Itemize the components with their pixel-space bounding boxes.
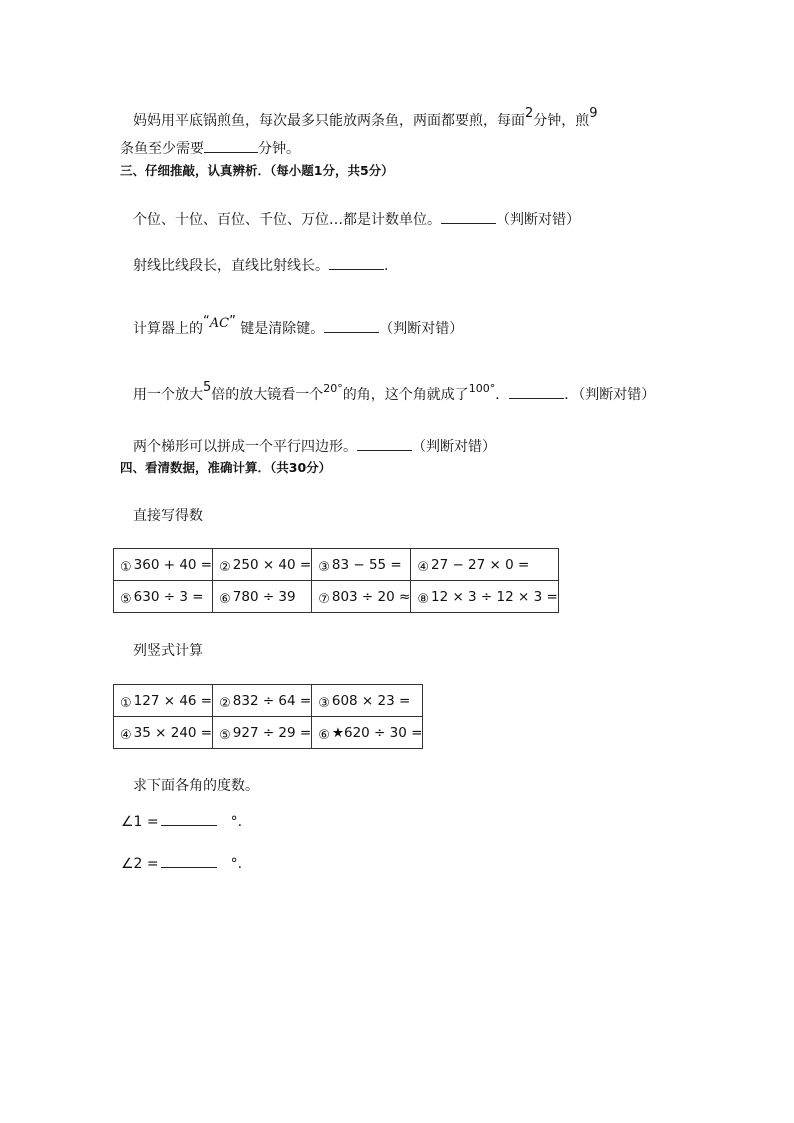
subheading-vertical: 列竖式计算 [133,643,203,659]
calc-cell [312,549,411,581]
quote-right: ” [229,314,236,329]
answer-blank[interactable] [324,319,379,333]
fish-num-count: 9 [589,106,598,121]
expression: 927 ÷ 29 = [232,724,312,741]
degree-suffix: °. [230,814,243,830]
judge-item-5 [133,437,496,456]
judge-item-4 [133,380,656,405]
judge-item-2 [133,256,388,275]
item-number: ④ [120,727,132,743]
expression: 35 × 240 = [133,724,213,741]
angle-1-row [121,812,242,831]
judge-suffix: . [384,258,389,274]
item-number: ⑥ [219,591,231,607]
calc-cell [213,581,312,613]
calc-cell [114,549,213,581]
judge-text: 射线比线段长，直线比射线长。 [133,258,329,274]
judge-item-1 [133,210,580,229]
expression: 360 + 40 = [133,556,213,573]
item-number: ⑦ [318,591,330,607]
calc-cell [411,549,558,581]
expression: 127 × 46 = [133,692,213,709]
degree-suffix: °. [230,856,243,872]
fish-question-line2 [120,139,300,158]
judge-text: 个位、十位、百位、千位、万位…都是计数单位。 [133,212,441,228]
expression: 27 − 27 × 0 = [430,556,530,573]
section-3-title: 三、仔细推敲，认真辨析．（每小题1分，共5分） [120,163,394,178]
calc-cell [213,549,312,581]
calc-cell [114,717,213,749]
calculator-key-label: AC [209,316,230,331]
table-row [114,685,423,717]
judge-suffix: ．（判断对错） [564,387,656,403]
item-number: ① [120,559,132,575]
calc-cell [312,581,411,613]
answer-blank[interactable] [509,385,564,399]
judge-text-c: 的角，这个角就成了 [342,387,469,403]
expression: 803 ÷ 20 ≈ [331,588,411,605]
subheading-angles: 求下面各角的度数。 [133,778,259,794]
angle-label: ∠1 = [121,814,159,830]
judge-text: 计算器上的 [133,321,203,337]
judge-text: 用一个放大 [133,387,203,403]
answer-blank[interactable] [161,854,217,868]
angle-2-row [121,854,242,873]
answer-blank[interactable] [329,256,384,270]
answer-blank[interactable] [441,210,496,224]
item-number: ⑤ [120,591,132,607]
judge-text-b: 倍的放大镜看一个 [211,387,324,403]
expression: ★620 ÷ 30 = [331,724,423,741]
calc-cell [213,685,312,717]
expression: 832 ÷ 64 = [232,692,312,709]
judge-text-b: 键是清除键。 [235,321,325,337]
table-row [114,549,559,581]
judge-suffix: （判断对错） [379,321,464,337]
judge-text-d: ． [495,387,510,403]
answer-blank[interactable] [161,812,217,826]
answer-blank[interactable] [357,437,412,451]
judge-text: 两个梯形可以拼成一个平行四边形。 [133,439,357,455]
calc-cell [411,581,558,613]
calc-cell [213,717,312,749]
quote-left: “ [203,314,210,329]
table-row [114,717,423,749]
fish-text-d: 分钟。 [258,141,300,157]
direct-calc-table [113,548,559,613]
calc-cell [114,685,213,717]
angle-label: ∠2 = [121,856,159,872]
judge-item-3 [133,314,464,339]
item-number: ⑧ [417,591,429,607]
angle-result: 100° [468,382,496,395]
item-number: ⑥ [318,727,330,743]
angle-original: 20° [323,382,343,395]
fish-text-a: 妈妈用平底锅煎鱼，每次最多只能放两条鱼，两面都要煎，每面 [133,113,525,129]
item-number: ① [120,695,132,711]
expression: 250 × 40 = [232,556,312,573]
answer-blank[interactable] [204,139,258,153]
item-number: ③ [318,559,330,575]
expression: 608 × 23 = [331,692,411,709]
item-number: ③ [318,695,330,711]
fish-question-line1 [133,106,598,131]
expression: 630 ÷ 3 = [133,588,204,605]
expression: 780 ÷ 39 [232,588,296,605]
table-row [114,581,559,613]
judge-suffix: （判断对错） [496,212,580,228]
fish-text-b: 分钟，煎 [533,113,590,129]
expression: 12 × 3 ÷ 12 × 3 = [430,588,558,605]
judge-suffix: （判断对错） [412,439,496,455]
magnify-factor: 5 [203,380,212,395]
item-number: ② [219,559,231,575]
fish-num-minutes: 2 [525,106,534,121]
vertical-calc-table [113,684,423,749]
calc-cell [312,717,423,749]
item-number: ④ [417,559,429,575]
expression: 83 − 55 = [331,556,402,573]
subheading-direct: 直接写得数 [133,508,203,524]
item-number: ② [219,695,231,711]
item-number: ⑤ [219,727,231,743]
calc-cell [312,685,423,717]
calc-cell [114,581,213,613]
section-4-title: 四、看清数据，准确计算．（共30分） [120,460,332,475]
fish-text-c: 条鱼至少需要 [120,141,204,157]
